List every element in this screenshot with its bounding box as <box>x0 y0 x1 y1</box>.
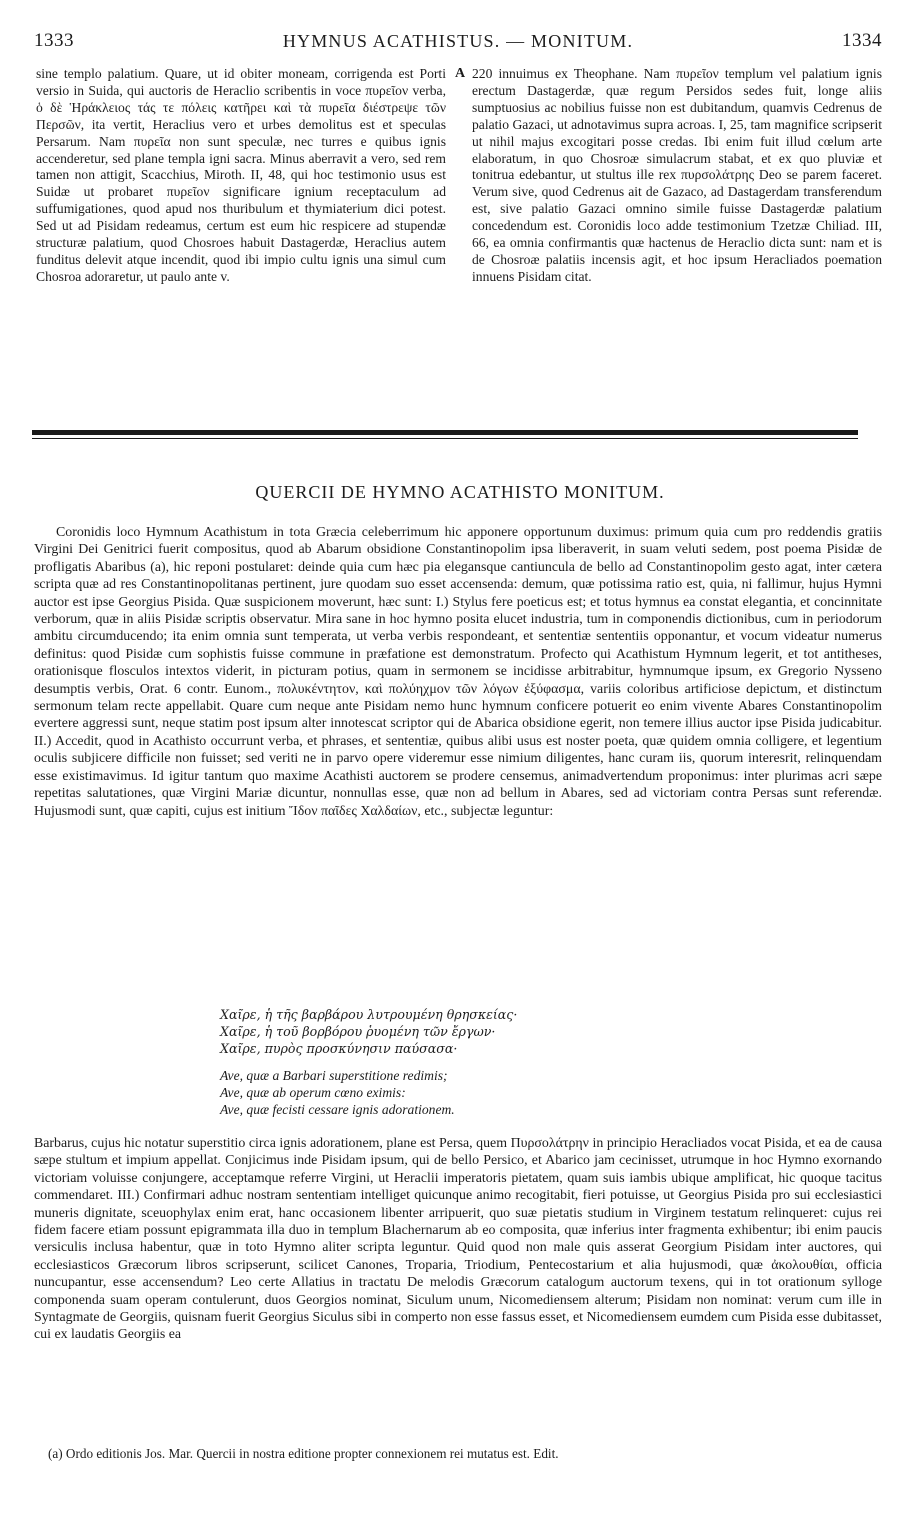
left-column <box>36 66 446 286</box>
footnote: (a) Ordo editionis Jos. Mar. Quercii in nostra editione propter connexionem rei mutatus est. Edit. <box>48 1446 559 1461</box>
verse-latin-1: Ave, quæ a Barbari superstitione redimis; <box>220 1068 448 1084</box>
section-title: QUERCII DE HYMNO ACATHISTO MONITUM. <box>255 482 665 502</box>
verse-greek-3: Χαῖρε, πυρὸς προσκύνησιν παύσασα· <box>220 1041 458 1057</box>
verse-latin-2: Ave, quæ ab operum cœno eximis: <box>220 1085 406 1101</box>
column-marker: A <box>455 66 466 81</box>
two-column-section <box>36 66 881 388</box>
page-number-right: 1334 <box>842 30 882 51</box>
right-column-text: 220 innuimus ex Theophane. Nam πυρεῖον templum vel palatium ignis erectum Dastagerdæ, quæ regum Persidos sedes fuit, longe aliis sumptuosius ac nobilius fuisse non est dubitandum, quamvis Cedrenus de palatio Gazaci, ut adnotavimus supra acroas. I, 25, tam magnifice scripserit ut nihil majus excogitari posse credas. Ibi enim fuit illud cœlum arte elaboratum, in quo Chosroæ simulacrum stabat, et ex quo pluviæ et tonitrua edebantur, ut stultus ille rex πυρσολάτρης Deo se parem faceret. Verum sive, quod Cedrenus ait de Gazaco, ad Dastagerdam transferendum est, sive palatio Gazaci omnino simile fuisse Dastagerdæ palatium concedendum est. Coronidis loco adde testimonium Tzetzæ Chiliad. III, 66, ea omnia confirmantis quæ hactenus de Heraclio dicta sunt: nam et is de Chosroæ palatiis incensis agit, et hoc ipsum Heracliados poemation innuens Pisidam citat. <box>472 66 882 284</box>
verse-gap <box>220 1057 760 1067</box>
verse-greek-1: Χαῖρε, ἡ τῆς βαρβάρου λυτρουμένη θρησκείας· <box>220 1007 518 1022</box>
verse-latin-3: Ave, quæ fecisti cessare ignis adorationem. <box>220 1102 455 1118</box>
section-divider-thin <box>32 438 858 439</box>
running-title: HYMNUS ACATHISTUS. — MONITUM. <box>282 31 634 51</box>
section-divider-thick <box>32 430 858 435</box>
monitum-paragraph-2: Barbarus, cujus hic notatur superstitio circa ignis adorationem, plane est Persa, quem Πυρσολάτρην in principio Heracliados vocat Pisida, et ea de causa sæpe stultum et impium appellat. Conjicimus inde Pisidam ipsum, qui de bello Persico, et Abarico jam cecinisset, utrumque in hoc Hymno exornando victoriam voluisse conjungere, acceptamque referre Virgini, ut Heraclii imperatoris pietatem, quam suis iambis ubique amplificat, hic quoque tacitus commendaret. III.) Confirmari adhuc nostram sententiam intelliget quicunque animo recogitabit, fieri potuisse, ut Georgius Pisida pro sui ecclesiastici muneris dignitate, sceuophylax enim erat, hanc occasionem libenter arripuerit, quo suæ pietatis studium in Virginem testatum relinqueret: cujus rei fidem facere etiam possunt epigrammata illa duo in templum Blachernarum ab eo composita, quæ inferius inter fragmenta exhibentur; ibi enim paucis versiculis inclusa habentur, quæ in toto Hymno aliter scripta leguntur. Quid quod non male quis asserat Georgium Pisidam inter auctores, qui ecclesiasticos Græcorum libros scripserunt, scilicet Canones, Troparia, Triodium, Pentecostarium et alia hujusmodi, quæ ἀκολουθίαι, officia nuncupantur, esse accensendum? Leo certe Allatius in tractatu De melodis Græcorum catalogum auctorum texens, qui in tot orationum sylloge componenda suam operam contulerunt, duos Georgios nominat, Siculum unum, Nicomediensem alterum; Pisidam non nominat: verum cum ille in Syntagmate de Georgiis, quisnam fuerit Georgius Siculus sibi in comperto non esse fassus esset, et Nicomediensem eumdem cum Pisida esse dubitasset, cui ex laudatis Georgiis ea <box>34 1136 882 1343</box>
right-column <box>472 66 882 286</box>
running-header <box>34 30 882 56</box>
verse-block <box>220 1006 760 1119</box>
monitum-paragraph-1: Coronidis loco Hymnum Acathistum in tota Græcia celeberrimum hic apponere opportunum duximus: primum quia cum pro reddendis gratiis Virgini Dei Genitrici fuerit compositus, quod ab Abarum obsidione Constantinopolim ipsa liberaverit, in suam veluti sedem, post poema Pisidæ de profligatis Abaribus (a), hic reponi postularet: deinde quia cum hæc pia elegansque cantiuncula de bello ad Constantinopolim gesto agat, inter cætera scripta quæ ad res Constantinopolitanas pertinent, jure quodam suo esset accensenda: demum, quæ potissima ratio est, quia, ni fallimur, hujus Hymni auctor est ipse Georgius Pisida. Quæ suspicionem moverunt, hæc sunt: I.) Stylus fere poeticus est; et totus hymnus ea constat elegantia, et concinnitate verborum, quæ in aliis Pisidæ scriptis observatur. Mira sane in hoc hymno posita elucet industria, tum in componendis dictionibus, cum in periodorum ambitu circumducendo; ita enim omnia sunt temperata, ut verba verbis respondeant, et sententiæ sententiis opponantur, et vocum videatur numerus definitus: quod Pisidæ cum sophistis fuisse commune in præfatione est demonstratum. Profecto qui Acathistum Hymnum legerit, et tot antitheses, orationisque flosculos intextos viderit, in picturam potius, quam in sermonem se incidisse arbitrabitur, hymnumque ipsum, ex Gregorio Nysseno desumptis verbis, Orat. 6 contr. Eunom., πολυκέντητον, καὶ πολύηχμον τῶν λόγων ἐξύφασμα, variis coloribus artificiose depictum, et distinctum sermonum telam recte appellabit. Quare cum neque ante Pisidam nemo hunc hymnum conficere potuerit eo enim vivente Abares Constantinopolim evertere aggressi sunt, neque statim post ipsum alter innotescat scriptor qui de Abarica obsidione egerit, non temere illius auctor ipse Pisida judicabitur. II.) Accedit, quod in Acathisto occurrunt verba, et phrases, et sententiæ, quibus alibi usus est noster poeta, quæ quidem omnia colligere, et legentium oculis subjicere difficile non fuisset; sed veriti ne in parvo opere videremur esse nimium diligentes, hanc curam iis, quorum interesrit, relinquendam esse existimavimus. Id igitur tantum quo maxime Acathisti auctorem se prodere censemus, animadvertendum proponimus: inter plurimas acri sæpe repetitas salutationes, quæ Virgini Mariæ dicuntur, nonnullas esse, quæ non ad bellum in Abares, sed ad victoriam contra Persas sunt referendæ. Hujusmodi sunt, quæ capiti, cujus est initium Ἴδον παῖδες Χαλδαίων, etc., subjectæ leguntur: <box>34 525 882 819</box>
verse-greek-2: Χαῖρε, ἡ τοῦ βορβόρου ῥυομένη τῶν ἔργων· <box>220 1024 496 1040</box>
page-number-left: 1333 <box>34 30 74 51</box>
left-column-text: sine templo palatium. Quare, ut id obiter moneam, corrigenda est Porti versio in Suida, qui auctoris de Heraclio scribentis in voce πυρεῖον verba, ὁ δὲ Ἡράκλειος τάς τε πόλεις κατῆρει καὶ τὰ πυρεῖα διέστρεψε τῶν Περσῶν, ita vertit, Heraclius vero et urbes demolitus est et speculas Persarum. Nam πυρεῖα non sunt speculæ, nec turres e quibus ignis accenderetur, sed plane templa igni sacra. Minus aberravit a vero, sed rem tamen non attigit, Scacchius, Miroth. II, 48, qui hoc testimonio usus est Suidæ ut probaret πυρεῖον significare ignium receptaculum ad suffumigationes, quod apud nos thuribulum et thymiaterium dici potest. Sed ut ad Pisidam redeamus, certum est eum hic respicere ad stupendæ structuræ palatium, quod Chosroes habuit Dastagerdæ, Heraclius autem funditus delevit atque incendit, quod ibi impio cultu ignis una simul cum Chosroa adoraretur, ut paulo ante v. <box>36 66 446 284</box>
